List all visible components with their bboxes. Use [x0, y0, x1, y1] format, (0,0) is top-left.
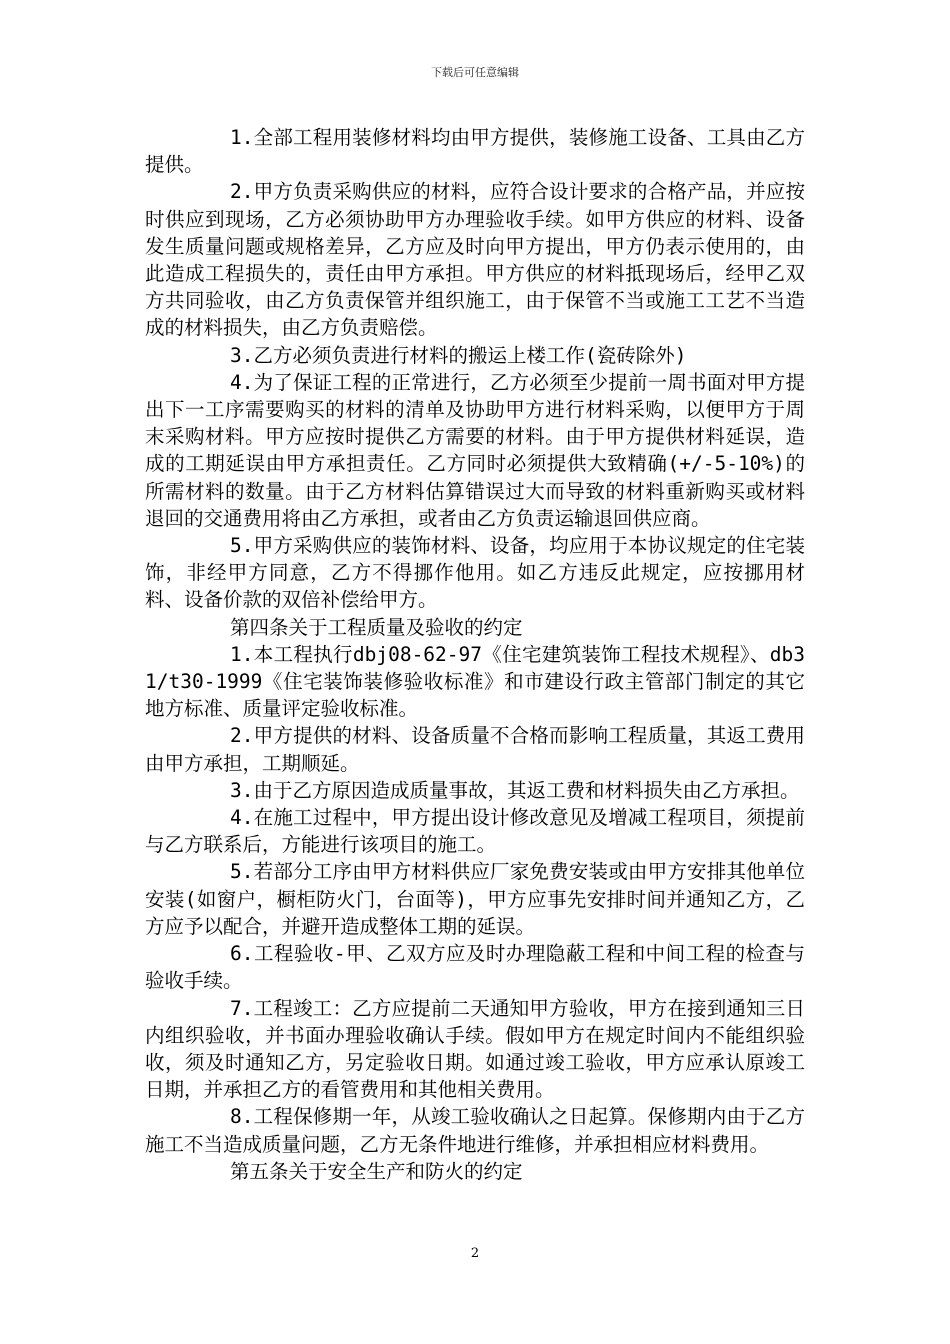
paragraph-material-supply: 1.全部工程用装修材料均由甲方提供，装修施工设备、工具由乙方提供。	[145, 126, 805, 177]
paragraph-quality-accident: 3.由于乙方原因造成质量事故，其返工费和材料损失由乙方承担。	[230, 778, 800, 802]
page-header-note: 下载后可任意编辑	[431, 66, 519, 79]
paragraph-warranty: 8.工程保修期一年，从竣工验收确认之日起算。保修期内由于乙方施工不当造成质量问题，乙方无条件地进行维修，并承担相应材料费用。	[145, 1105, 805, 1156]
paragraph-completion: 7.工程竣工：乙方应提前二天通知甲方验收，甲方在接到通知三日内组织验收，并书面办理验收确认手续。假如甲方在规定时间内不能组织验收，须及时通知乙方，另定验收日期。如通过竣工验收，甲方应承认原竣工日期，并承担乙方的看管费用和其他相关费用。	[145, 996, 805, 1102]
paragraph-standards: 1.本工程执行dbj08-62-97《住宅建筑装饰工程技术规程》、db31/t30-1999《住宅装饰装修验收标准》和市建设行政主管部门制定的其它地方标准、质量评定验收标准。	[145, 642, 805, 721]
page-number: 2	[470, 1246, 480, 1261]
paragraph-inspection: 6.工程验收-甲、乙双方应及时办理隐蔽工程和中间工程的检查与验收手续。	[145, 942, 805, 993]
paragraph-material-quality: 2.甲方负责采购供应的材料，应符合设计要求的合格产品，并应按时供应到现场，乙方必须协助甲方办理验收手续。如甲方供应的材料、设备发生质量问题或规格差异，乙方应及时向甲方提出，甲方仍表示使用的，由此造成工程损失的，责任由甲方承担。甲方供应的材料抵现场后，经甲乙双方共同验收，由乙方负责保管并组织施工，由于保管不当或施工工艺不当造成的材料损失，由乙方负责赔偿。	[145, 180, 805, 340]
paragraph-design-changes: 4.在施工过程中，甲方提出设计修改意见及增减工程项目，须提前与乙方联系后，方能进行该项目的施工。	[145, 806, 805, 857]
section-heading-article-5: 第五条关于安全生产和防火的约定	[230, 1159, 523, 1183]
paragraph-material-carrying: 3.乙方必须负责进行材料的搬运上楼工作(瓷砖除外)	[230, 343, 687, 367]
paragraph-material-ordering: 4.为了保证工程的正常进行，乙方必须至少提前一周书面对甲方提出下一工序需要购买的材料的清单及协助甲方进行材料采购，以便甲方于周末采购材料。甲方应按时提供乙方需要的材料。由于甲方提供材料延误，造成的工期延误由甲方承担责任。乙方同时必须提供大致精确(+/-5-10%)的所需材料的数量。由于乙方材料估算错误过大而导致的材料重新购买或材料退回的交通费用将由乙方承担，或者由乙方负责运输退回供应商。	[145, 370, 805, 530]
paragraph-defective-materials: 2.甲方提供的材料、设备质量不合格而影响工程质量，其返工费用由甲方承担，工期顺延。	[145, 724, 805, 775]
document-body	[145, 124, 805, 1185]
paragraph-third-party-install: 5.若部分工序由甲方材料供应厂家免费安装或由甲方安排其他单位安装(如窗户，橱柜防火门，台面等)，甲方应事先安排时间并通知乙方，乙方应予以配合，并避开造成整体工期的延误。	[145, 860, 805, 938]
paragraph-material-usage: 5.甲方采购供应的装饰材料、设备，均应用于本协议规定的住宅装饰，非经甲方同意，乙方不得挪作他用。如乙方违反此规定，应按挪用材料、设备价款的双倍补偿给甲方。	[145, 534, 805, 612]
section-heading-article-4: 第四条关于工程质量及验收的约定	[230, 615, 523, 639]
